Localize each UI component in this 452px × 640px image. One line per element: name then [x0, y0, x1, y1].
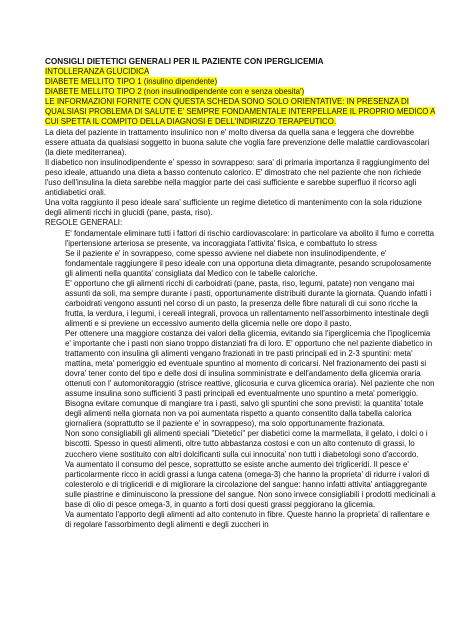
header-line-intolleranza [45, 67, 436, 77]
header-line-tipo2 [45, 87, 436, 97]
highlighted-text: DIABETE MELLITO TIPO 2 (non insulinodipendente con e senza obesita') [45, 87, 305, 97]
rule-paragraph: Per ottenere una maggiore costanza dei valori della glicemia, evitando sia l'iperglicemia che l'ipoglicemia e' importante che i pasti non siano troppo distanziati fra di loro. E' opportuno che nel paziente diabetico in trattamento con insulina gli alimenti vengano frazionati in tre pasti principali ed in 2-3 spuntini: meta' mattina, meta' pomeriggio ed eventuale spuntino al momento di coricarsi. Nel frazionamento dei pasti si dovra' tener conto del tipo e delle dosi di insulina somministrate e dell'andamento della glicemia oraria ottenuti con l' automonitoraggio (strisce reattive, glicosuria e curva glicemica oraria). Nel paziente che non assume insulina sono sufficienti 3 pasti principali ed eventualmente uno spuntino a meta' pomeriggio. [65, 328, 435, 399]
intro-paragraph: Il diabetico non insulinodipendente e' spesso in sovrappeso: sara' di primaria importanza il raggiungimento del peso ideale, attuando una dieta a basso contenuto calorico. E' dimostrato che nel paziente che non richiede l'uso dell'insulina la dieta sarebbe nella maggior parte dei casi sufficiente e sarebbe superfluo il ricorso agli antidiabetici orali. [45, 157, 430, 198]
rule-paragraph: Va aumentato il consumo del pesce, soprattutto se esiste anche aumento dei trigliceridi. Il pesce e' particolarmente ricco in acidi grassi a lunga catena (omega-3) che hanno la proprieta' di ridurre i valori di colesterolo e di trigliceridi e di migliorare la circolazione del sangue: hanno infatti attivita' antiaggregante sulle piastrine e diminuiscono la pressione del sangue. Non sono invece consigliabili i prodotti medicinali a base di olio di pesce omega-3, in quanto a forti dosi questi grassi peggiorano la glicemia. [65, 459, 436, 509]
rule-paragraph: E' fondamentale eliminare tutti i fattori di rischio cardiovascolare: in particolare va abolito il fumo e corretta l'ipertensione arteriosa se presente, va incoraggiata l'attivita' fisica, e combattuto lo stress [65, 228, 435, 248]
highlighted-text: DIABETE MELLITO TIPO 1 (insulino dipendente) [45, 77, 218, 87]
highlighted-text: LE INFORMAZIONI FORNITE CON QUESTA SCHEDA SONO SOLO ORIENTATIVE: IN PRESENZA DI QUALSIASI PROBLEMA DI SALUTE E' SEMPRE FONDAMENTALE INTERPELLARE IL PROPRIO MEDICO A CUI SPETTA IL COMPITO DELLA DIAGNOSI E DELL'INDIRIZZO TERAPEUTICO. [45, 97, 436, 127]
intro-paragraph: Una volta raggiunto il peso ideale sara' sufficiente un regime dietetico di mantenimento con la sola riduzione degli alimenti ricchi in glucidi (pane, pasta, riso). [45, 198, 422, 218]
intro-paragraph: La dieta del paziente in trattamento insulinico non e' molto diversa da quella sana e leggera che dovrebbe essere attuata da qualsiasi soggetto in buona salute che voglia fare prevenzione delle malattie cardiovascolari (la diete mediterranea). [45, 127, 430, 157]
highlighted-text: INTOLLERANZA GLUCIDICA [45, 67, 150, 76]
header-disclaimer [45, 97, 436, 127]
rule-paragraph: Non sono consigliabili gli alimenti speciali "Dietetici" per diabetici come la marmellata, il gelato, i dolci o i biscotti. Spesso in questi alimenti, oltre tutto abbastanza costosi e con un alto contenuto di grassi, lo zucchero viene sostituito con altri dolcificanti sulla cui innocuita' non tutti i diabetologi sono d'accordo. [65, 429, 428, 459]
rule-paragraph: Se il paziente e' in sovrappeso, come spesso avviene nel diabete non insulinodipendente, e' fondamentale raggiungere il peso ideale con una opportuna dieta dimagrante, pesando scrupolosamente gli alimenti nella quantita' consigliata dal Medico con le tabelle caloriche. [65, 248, 432, 278]
rule-paragraph: Bisogna evitare comunque di mangiare tra i pasti, salvo gli spuntini che sono previsti: la quantita' totale degli alimenti nella giornata non va poi aumentata rispetto a quanto consentito dalla tabella calorica giornaliera (soprattutto se il paziente e' in sovrappeso), ma solo opportunamente frazionata. [65, 399, 424, 429]
header-line-tipo1 [45, 77, 436, 87]
document-title: CONSIGLI DIETETICI GENERALI PER IL PAZIENTE CON IPERGLICEMIA [45, 57, 324, 66]
rules-heading: REGOLE GENERALI: [45, 218, 123, 228]
rule-paragraph: E' opportuno che gli alimenti ricchi di carboidrati (pane, pasta, riso, legumi, patate) non vengano mai assunti da soli, ma sempre durante i pasti, opportunamente distribuiti durante la giornata. Quando infatti i carboidrati vengono assunti nel corso di un pasto, la presenza delle fibre naturali di cui sono ricche la frutta, la verdura, i legumi, i cereali integrali, provoca un rallentamento nell'assorbimento intestinale degli alimenti e si previene un eccessivo aumento della glicemia nelle ore dopo il pasto. [65, 278, 432, 328]
rule-paragraph: Va aumentato l'apporto degli alimenti ad alto contenuto in fibre. Queste hanno la proprieta' di rallentare e di regolare l'assorbimento degli alimenti e degli zuccheri in [65, 509, 430, 529]
